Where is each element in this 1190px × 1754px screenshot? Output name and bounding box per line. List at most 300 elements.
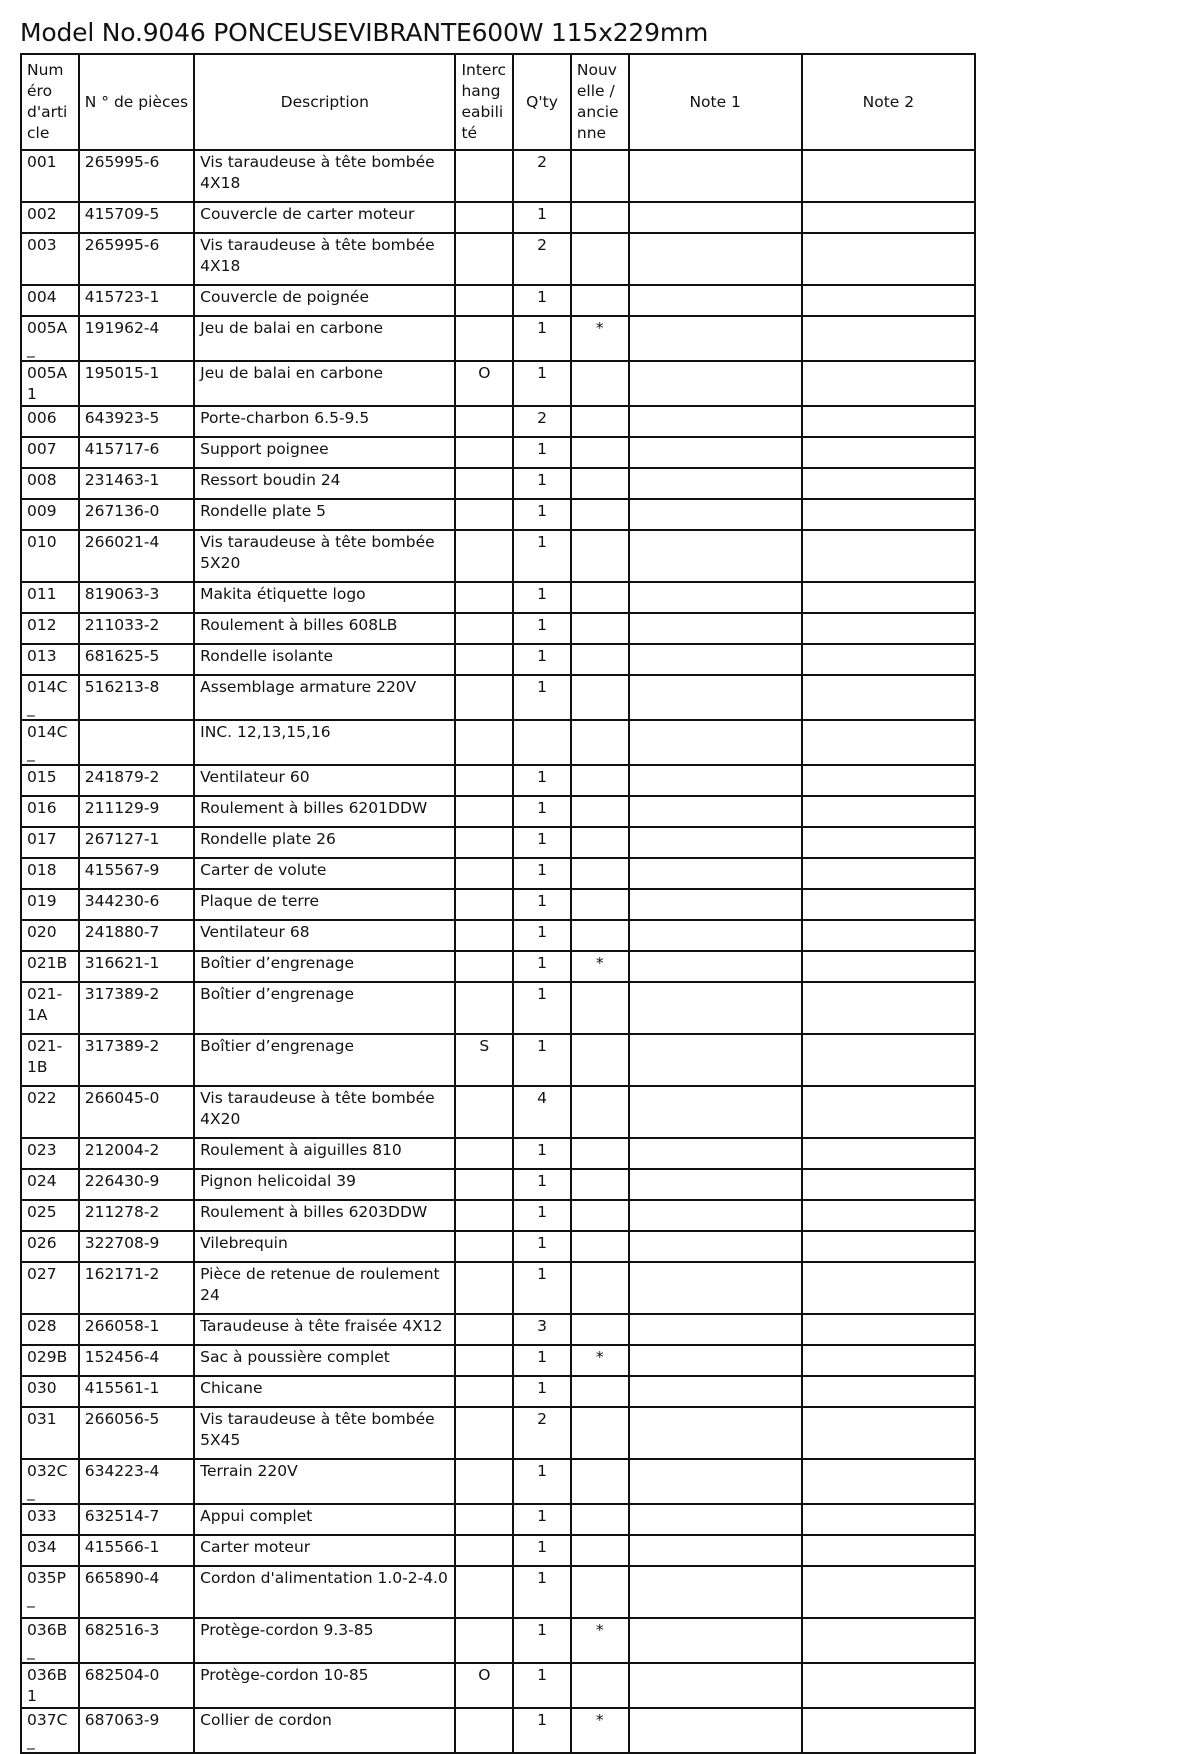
- table-row: [21, 361, 975, 406]
- cell-quantity: 1: [513, 765, 571, 796]
- cell-note-1: [629, 316, 802, 361]
- cell-description: Sac à poussière complet: [194, 1345, 455, 1376]
- cell-note-1: [629, 1314, 802, 1345]
- cell-item-number: 034: [21, 1535, 79, 1566]
- cell-new-old: [571, 613, 629, 644]
- cell-note-1: [629, 675, 802, 720]
- cell-item-number: 036B1: [21, 1663, 79, 1708]
- cell-description: Roulement à aiguilles 810: [194, 1138, 455, 1169]
- cell-description: Carter de volute: [194, 858, 455, 889]
- cell-part-number: 632514-7: [79, 1504, 194, 1535]
- cell-new-old: [571, 675, 629, 720]
- cell-note-2: [802, 1345, 975, 1376]
- cell-part-number: 415567-9: [79, 858, 194, 889]
- cell-quantity: 1: [513, 1262, 571, 1314]
- cell-item-number: 036B_: [21, 1618, 79, 1663]
- cell-new-old: [571, 582, 629, 613]
- cell-part-number: 415566-1: [79, 1535, 194, 1566]
- table-row: [21, 285, 975, 316]
- cell-item-number: 021-1A: [21, 982, 79, 1034]
- cell-new-old: [571, 202, 629, 233]
- cell-interchangeability: [455, 827, 513, 858]
- cell-part-number: 415717-6: [79, 437, 194, 468]
- cell-part-number: 266045-0: [79, 1086, 194, 1138]
- cell-part-number: 195015-1: [79, 361, 194, 406]
- cell-quantity: 1: [513, 1618, 571, 1663]
- table-row: [21, 858, 975, 889]
- cell-new-old: *: [571, 951, 629, 982]
- cell-part-number: 231463-1: [79, 468, 194, 499]
- cell-interchangeability: [455, 1200, 513, 1231]
- cell-new-old: [571, 765, 629, 796]
- cell-note-2: [802, 1200, 975, 1231]
- cell-note-1: [629, 406, 802, 437]
- cell-note-1: [629, 233, 802, 285]
- cell-part-number: 162171-2: [79, 1262, 194, 1314]
- table-row: [21, 827, 975, 858]
- table-row: [21, 1376, 975, 1407]
- cell-note-1: [629, 150, 802, 202]
- cell-item-number: 028: [21, 1314, 79, 1345]
- cell-part-number: 265995-6: [79, 150, 194, 202]
- cell-new-old: [571, 499, 629, 530]
- cell-interchangeability: [455, 796, 513, 827]
- cell-note-2: [802, 1262, 975, 1314]
- cell-item-number: 018: [21, 858, 79, 889]
- cell-note-2: [802, 1708, 975, 1753]
- header-part-number: N ° de pièces: [79, 54, 194, 150]
- cell-interchangeability: [455, 613, 513, 644]
- cell-note-1: [629, 1169, 802, 1200]
- cell-interchangeability: [455, 982, 513, 1034]
- cell-interchangeability: O: [455, 361, 513, 406]
- cell-item-number: 031: [21, 1407, 79, 1459]
- cell-new-old: [571, 644, 629, 675]
- cell-interchangeability: [455, 582, 513, 613]
- cell-note-1: [629, 582, 802, 613]
- cell-item-number: 005A1: [21, 361, 79, 406]
- cell-note-2: [802, 644, 975, 675]
- cell-note-2: [802, 1086, 975, 1138]
- table-row: [21, 889, 975, 920]
- cell-item-number: 005A_: [21, 316, 79, 361]
- cell-description: Vilebrequin: [194, 1231, 455, 1262]
- cell-note-2: [802, 150, 975, 202]
- cell-description: Protège-cordon 9.3-85: [194, 1618, 455, 1663]
- cell-note-2: [802, 827, 975, 858]
- table-row: [21, 582, 975, 613]
- cell-note-2: [802, 920, 975, 951]
- cell-item-number: 010: [21, 530, 79, 582]
- cell-note-1: [629, 1708, 802, 1753]
- cell-description: Rondelle plate 26: [194, 827, 455, 858]
- cell-quantity: 3: [513, 1314, 571, 1345]
- cell-quantity: 1: [513, 1376, 571, 1407]
- cell-new-old: [571, 1663, 629, 1708]
- cell-quantity: 1: [513, 582, 571, 613]
- cell-note-2: [802, 361, 975, 406]
- cell-new-old: [571, 406, 629, 437]
- cell-note-1: [629, 499, 802, 530]
- cell-interchangeability: [455, 530, 513, 582]
- cell-new-old: [571, 1231, 629, 1262]
- cell-note-2: [802, 1314, 975, 1345]
- cell-note-1: [629, 982, 802, 1034]
- cell-new-old: [571, 1034, 629, 1086]
- cell-part-number: 241879-2: [79, 765, 194, 796]
- cell-description: INC. 12,13,15,16: [194, 720, 455, 765]
- cell-description: Terrain 220V: [194, 1459, 455, 1504]
- cell-note-1: [629, 858, 802, 889]
- cell-note-2: [802, 1504, 975, 1535]
- cell-new-old: [571, 720, 629, 765]
- cell-quantity: 1: [513, 1459, 571, 1504]
- cell-new-old: [571, 1138, 629, 1169]
- cell-item-number: 023: [21, 1138, 79, 1169]
- cell-note-1: [629, 1535, 802, 1566]
- cell-quantity: 2: [513, 233, 571, 285]
- cell-note-2: [802, 437, 975, 468]
- cell-part-number: 211129-9: [79, 796, 194, 827]
- cell-note-2: [802, 1618, 975, 1663]
- table-row: [21, 1663, 975, 1708]
- cell-new-old: *: [571, 1708, 629, 1753]
- page-title: Model No.9046 PONCEUSEVIBRANTE600W 115x229mm: [20, 18, 709, 47]
- table-row: [21, 233, 975, 285]
- cell-part-number: 211033-2: [79, 613, 194, 644]
- cell-description: Pièce de retenue de roulement 24: [194, 1262, 455, 1314]
- cell-interchangeability: [455, 316, 513, 361]
- cell-description: Vis taraudeuse à tête bombée 5X20: [194, 530, 455, 582]
- cell-item-number: 024: [21, 1169, 79, 1200]
- cell-description: Vis taraudeuse à tête bombée 5X45: [194, 1407, 455, 1459]
- cell-quantity: 1: [513, 1535, 571, 1566]
- cell-part-number: 267127-1: [79, 827, 194, 858]
- cell-description: Protège-cordon 10-85: [194, 1663, 455, 1708]
- cell-interchangeability: [455, 468, 513, 499]
- cell-note-2: [802, 796, 975, 827]
- table-row: [21, 720, 975, 765]
- cell-note-1: [629, 920, 802, 951]
- cell-part-number: 682516-3: [79, 1618, 194, 1663]
- cell-item-number: 021B: [21, 951, 79, 982]
- cell-note-2: [802, 1169, 975, 1200]
- cell-part-number: 682504-0: [79, 1663, 194, 1708]
- cell-description: Makita étiquette logo: [194, 582, 455, 613]
- cell-interchangeability: [455, 1535, 513, 1566]
- cell-note-2: [802, 951, 975, 982]
- cell-interchangeability: [455, 1407, 513, 1459]
- cell-description: Vis taraudeuse à tête bombée 4X20: [194, 1086, 455, 1138]
- cell-note-1: [629, 1138, 802, 1169]
- cell-interchangeability: [455, 1314, 513, 1345]
- table-row: [21, 1504, 975, 1535]
- header-note-2: Note 2: [802, 54, 975, 150]
- cell-quantity: 1: [513, 437, 571, 468]
- cell-part-number: 267136-0: [79, 499, 194, 530]
- cell-description: Taraudeuse à tête fraisée 4X12: [194, 1314, 455, 1345]
- cell-note-2: [802, 1535, 975, 1566]
- cell-note-2: [802, 530, 975, 582]
- cell-note-2: [802, 1407, 975, 1459]
- cell-note-2: [802, 233, 975, 285]
- cell-description: Roulement à billes 6203DDW: [194, 1200, 455, 1231]
- cell-quantity: 1: [513, 1138, 571, 1169]
- cell-part-number: 687063-9: [79, 1708, 194, 1753]
- cell-item-number: 015: [21, 765, 79, 796]
- cell-note-1: [629, 1200, 802, 1231]
- cell-interchangeability: [455, 1138, 513, 1169]
- header-item-number: Numéro d'article: [21, 54, 79, 150]
- header-description: Description: [194, 54, 455, 150]
- cell-item-number: 029B: [21, 1345, 79, 1376]
- cell-note-2: [802, 765, 975, 796]
- cell-interchangeability: [455, 406, 513, 437]
- cell-quantity: 1: [513, 1566, 571, 1618]
- cell-note-1: [629, 796, 802, 827]
- cell-part-number: 415709-5: [79, 202, 194, 233]
- cell-description: Rondelle plate 5: [194, 499, 455, 530]
- header-interchangeability: Interchangeabilité: [455, 54, 513, 150]
- cell-note-1: [629, 437, 802, 468]
- cell-interchangeability: [455, 1708, 513, 1753]
- cell-part-number: 226430-9: [79, 1169, 194, 1200]
- cell-note-1: [629, 1086, 802, 1138]
- table-row: [21, 1169, 975, 1200]
- table-row: [21, 765, 975, 796]
- cell-description: Boîtier d’engrenage: [194, 1034, 455, 1086]
- cell-interchangeability: [455, 644, 513, 675]
- cell-note-1: [629, 1034, 802, 1086]
- cell-item-number: 008: [21, 468, 79, 499]
- cell-note-2: [802, 858, 975, 889]
- cell-quantity: 1: [513, 982, 571, 1034]
- cell-note-2: [802, 582, 975, 613]
- cell-quantity: 1: [513, 1231, 571, 1262]
- cell-quantity: 2: [513, 150, 571, 202]
- cell-quantity: 1: [513, 1708, 571, 1753]
- cell-item-number: 033: [21, 1504, 79, 1535]
- table-row: [21, 406, 975, 437]
- cell-item-number: 014C_: [21, 675, 79, 720]
- cell-interchangeability: [455, 1262, 513, 1314]
- cell-quantity: 1: [513, 1345, 571, 1376]
- cell-part-number: 643923-5: [79, 406, 194, 437]
- cell-description: Boîtier d’engrenage: [194, 951, 455, 982]
- cell-note-2: [802, 613, 975, 644]
- cell-description: Cordon d'alimentation 1.0-2-4.0: [194, 1566, 455, 1618]
- cell-item-number: 025: [21, 1200, 79, 1231]
- cell-note-2: [802, 675, 975, 720]
- cell-quantity: 1: [513, 613, 571, 644]
- cell-item-number: 019: [21, 889, 79, 920]
- cell-description: Jeu de balai en carbone: [194, 361, 455, 406]
- cell-interchangeability: [455, 1566, 513, 1618]
- table-row: [21, 1708, 975, 1753]
- cell-new-old: [571, 361, 629, 406]
- cell-quantity: 1: [513, 468, 571, 499]
- cell-quantity: 1: [513, 796, 571, 827]
- cell-description: Support poignee: [194, 437, 455, 468]
- table-row: [21, 1345, 975, 1376]
- cell-quantity: 1: [513, 920, 571, 951]
- table-row: [21, 1086, 975, 1138]
- cell-note-1: [629, 765, 802, 796]
- cell-quantity: 1: [513, 1169, 571, 1200]
- cell-part-number: 415723-1: [79, 285, 194, 316]
- cell-part-number: 266056-5: [79, 1407, 194, 1459]
- cell-note-2: [802, 406, 975, 437]
- cell-note-1: [629, 285, 802, 316]
- cell-part-number: 266021-4: [79, 530, 194, 582]
- cell-quantity: 1: [513, 1663, 571, 1708]
- cell-note-2: [802, 1231, 975, 1262]
- cell-part-number: 819063-3: [79, 582, 194, 613]
- cell-new-old: [571, 889, 629, 920]
- cell-part-number: 681625-5: [79, 644, 194, 675]
- cell-part-number: 317389-2: [79, 982, 194, 1034]
- cell-note-1: [629, 1376, 802, 1407]
- cell-quantity: 1: [513, 316, 571, 361]
- table-row: [21, 951, 975, 982]
- cell-new-old: [571, 1504, 629, 1535]
- cell-description: Chicane: [194, 1376, 455, 1407]
- cell-description: Appui complet: [194, 1504, 455, 1535]
- cell-quantity: 1: [513, 1034, 571, 1086]
- cell-part-number: 211278-2: [79, 1200, 194, 1231]
- cell-new-old: [571, 1535, 629, 1566]
- cell-item-number: 037C_: [21, 1708, 79, 1753]
- cell-quantity: 1: [513, 827, 571, 858]
- cell-part-number: 241880-7: [79, 920, 194, 951]
- cell-description: Porte-charbon 6.5-9.5: [194, 406, 455, 437]
- table-header-row: [21, 54, 975, 150]
- cell-note-1: [629, 468, 802, 499]
- table-row: [21, 796, 975, 827]
- cell-part-number: 322708-9: [79, 1231, 194, 1262]
- cell-note-2: [802, 982, 975, 1034]
- cell-interchangeability: [455, 1345, 513, 1376]
- cell-interchangeability: [455, 285, 513, 316]
- table-row: [21, 437, 975, 468]
- table-row: [21, 1314, 975, 1345]
- cell-new-old: [571, 796, 629, 827]
- cell-part-number: 191962-4: [79, 316, 194, 361]
- cell-item-number: 030: [21, 1376, 79, 1407]
- cell-quantity: 1: [513, 951, 571, 982]
- cell-quantity: 1: [513, 361, 571, 406]
- table-row: [21, 1459, 975, 1504]
- cell-part-number: 265995-6: [79, 233, 194, 285]
- cell-note-1: [629, 1618, 802, 1663]
- cell-note-2: [802, 889, 975, 920]
- cell-quantity: 4: [513, 1086, 571, 1138]
- cell-new-old: [571, 1407, 629, 1459]
- cell-item-number: 011: [21, 582, 79, 613]
- cell-description: Boîtier d’engrenage: [194, 982, 455, 1034]
- cell-description: Couvercle de poignée: [194, 285, 455, 316]
- cell-note-1: [629, 1345, 802, 1376]
- cell-new-old: [571, 1314, 629, 1345]
- cell-new-old: [571, 1459, 629, 1504]
- cell-interchangeability: O: [455, 1663, 513, 1708]
- cell-description: Roulement à billes 6201DDW: [194, 796, 455, 827]
- cell-note-2: [802, 202, 975, 233]
- cell-interchangeability: [455, 1169, 513, 1200]
- cell-note-2: [802, 720, 975, 765]
- table-row: [21, 150, 975, 202]
- table-row: [21, 1566, 975, 1618]
- cell-part-number: 344230-6: [79, 889, 194, 920]
- cell-new-old: [571, 437, 629, 468]
- cell-description: Collier de cordon: [194, 1708, 455, 1753]
- cell-description: Couvercle de carter moteur: [194, 202, 455, 233]
- cell-item-number: 007: [21, 437, 79, 468]
- cell-note-1: [629, 1407, 802, 1459]
- table-row: [21, 468, 975, 499]
- cell-description: Assemblage armature 220V: [194, 675, 455, 720]
- cell-quantity: 1: [513, 1200, 571, 1231]
- cell-item-number: 014C_: [21, 720, 79, 765]
- cell-part-number: 316621-1: [79, 951, 194, 982]
- cell-interchangeability: [455, 1086, 513, 1138]
- cell-interchangeability: [455, 1459, 513, 1504]
- table-row: [21, 675, 975, 720]
- cell-note-1: [629, 951, 802, 982]
- table-row: [21, 1200, 975, 1231]
- cell-item-number: 021-1B: [21, 1034, 79, 1086]
- table-row: [21, 1407, 975, 1459]
- cell-description: Roulement à billes 608LB: [194, 613, 455, 644]
- cell-interchangeability: [455, 499, 513, 530]
- cell-part-number: 516213-8: [79, 675, 194, 720]
- cell-interchangeability: [455, 150, 513, 202]
- cell-note-1: [629, 1459, 802, 1504]
- table-row: [21, 644, 975, 675]
- cell-note-2: [802, 1376, 975, 1407]
- cell-interchangeability: [455, 1376, 513, 1407]
- cell-new-old: [571, 233, 629, 285]
- cell-new-old: *: [571, 1618, 629, 1663]
- cell-new-old: [571, 530, 629, 582]
- table-row: [21, 1138, 975, 1169]
- cell-quantity: 2: [513, 406, 571, 437]
- cell-part-number: 317389-2: [79, 1034, 194, 1086]
- table-row: [21, 316, 975, 361]
- cell-note-2: [802, 468, 975, 499]
- cell-quantity: 2: [513, 1407, 571, 1459]
- cell-description: Plaque de terre: [194, 889, 455, 920]
- cell-part-number: [79, 720, 194, 765]
- cell-quantity: 1: [513, 858, 571, 889]
- cell-item-number: 003: [21, 233, 79, 285]
- cell-note-2: [802, 316, 975, 361]
- cell-note-1: [629, 644, 802, 675]
- cell-description: Ressort boudin 24: [194, 468, 455, 499]
- cell-new-old: [571, 1169, 629, 1200]
- cell-part-number: 152456-4: [79, 1345, 194, 1376]
- cell-new-old: [571, 1262, 629, 1314]
- cell-description: Carter moteur: [194, 1535, 455, 1566]
- cell-item-number: 017: [21, 827, 79, 858]
- cell-new-old: [571, 827, 629, 858]
- cell-new-old: [571, 1566, 629, 1618]
- cell-item-number: 020: [21, 920, 79, 951]
- table-row: [21, 613, 975, 644]
- cell-note-1: [629, 720, 802, 765]
- cell-description: Vis taraudeuse à tête bombée 4X18: [194, 150, 455, 202]
- cell-item-number: 004: [21, 285, 79, 316]
